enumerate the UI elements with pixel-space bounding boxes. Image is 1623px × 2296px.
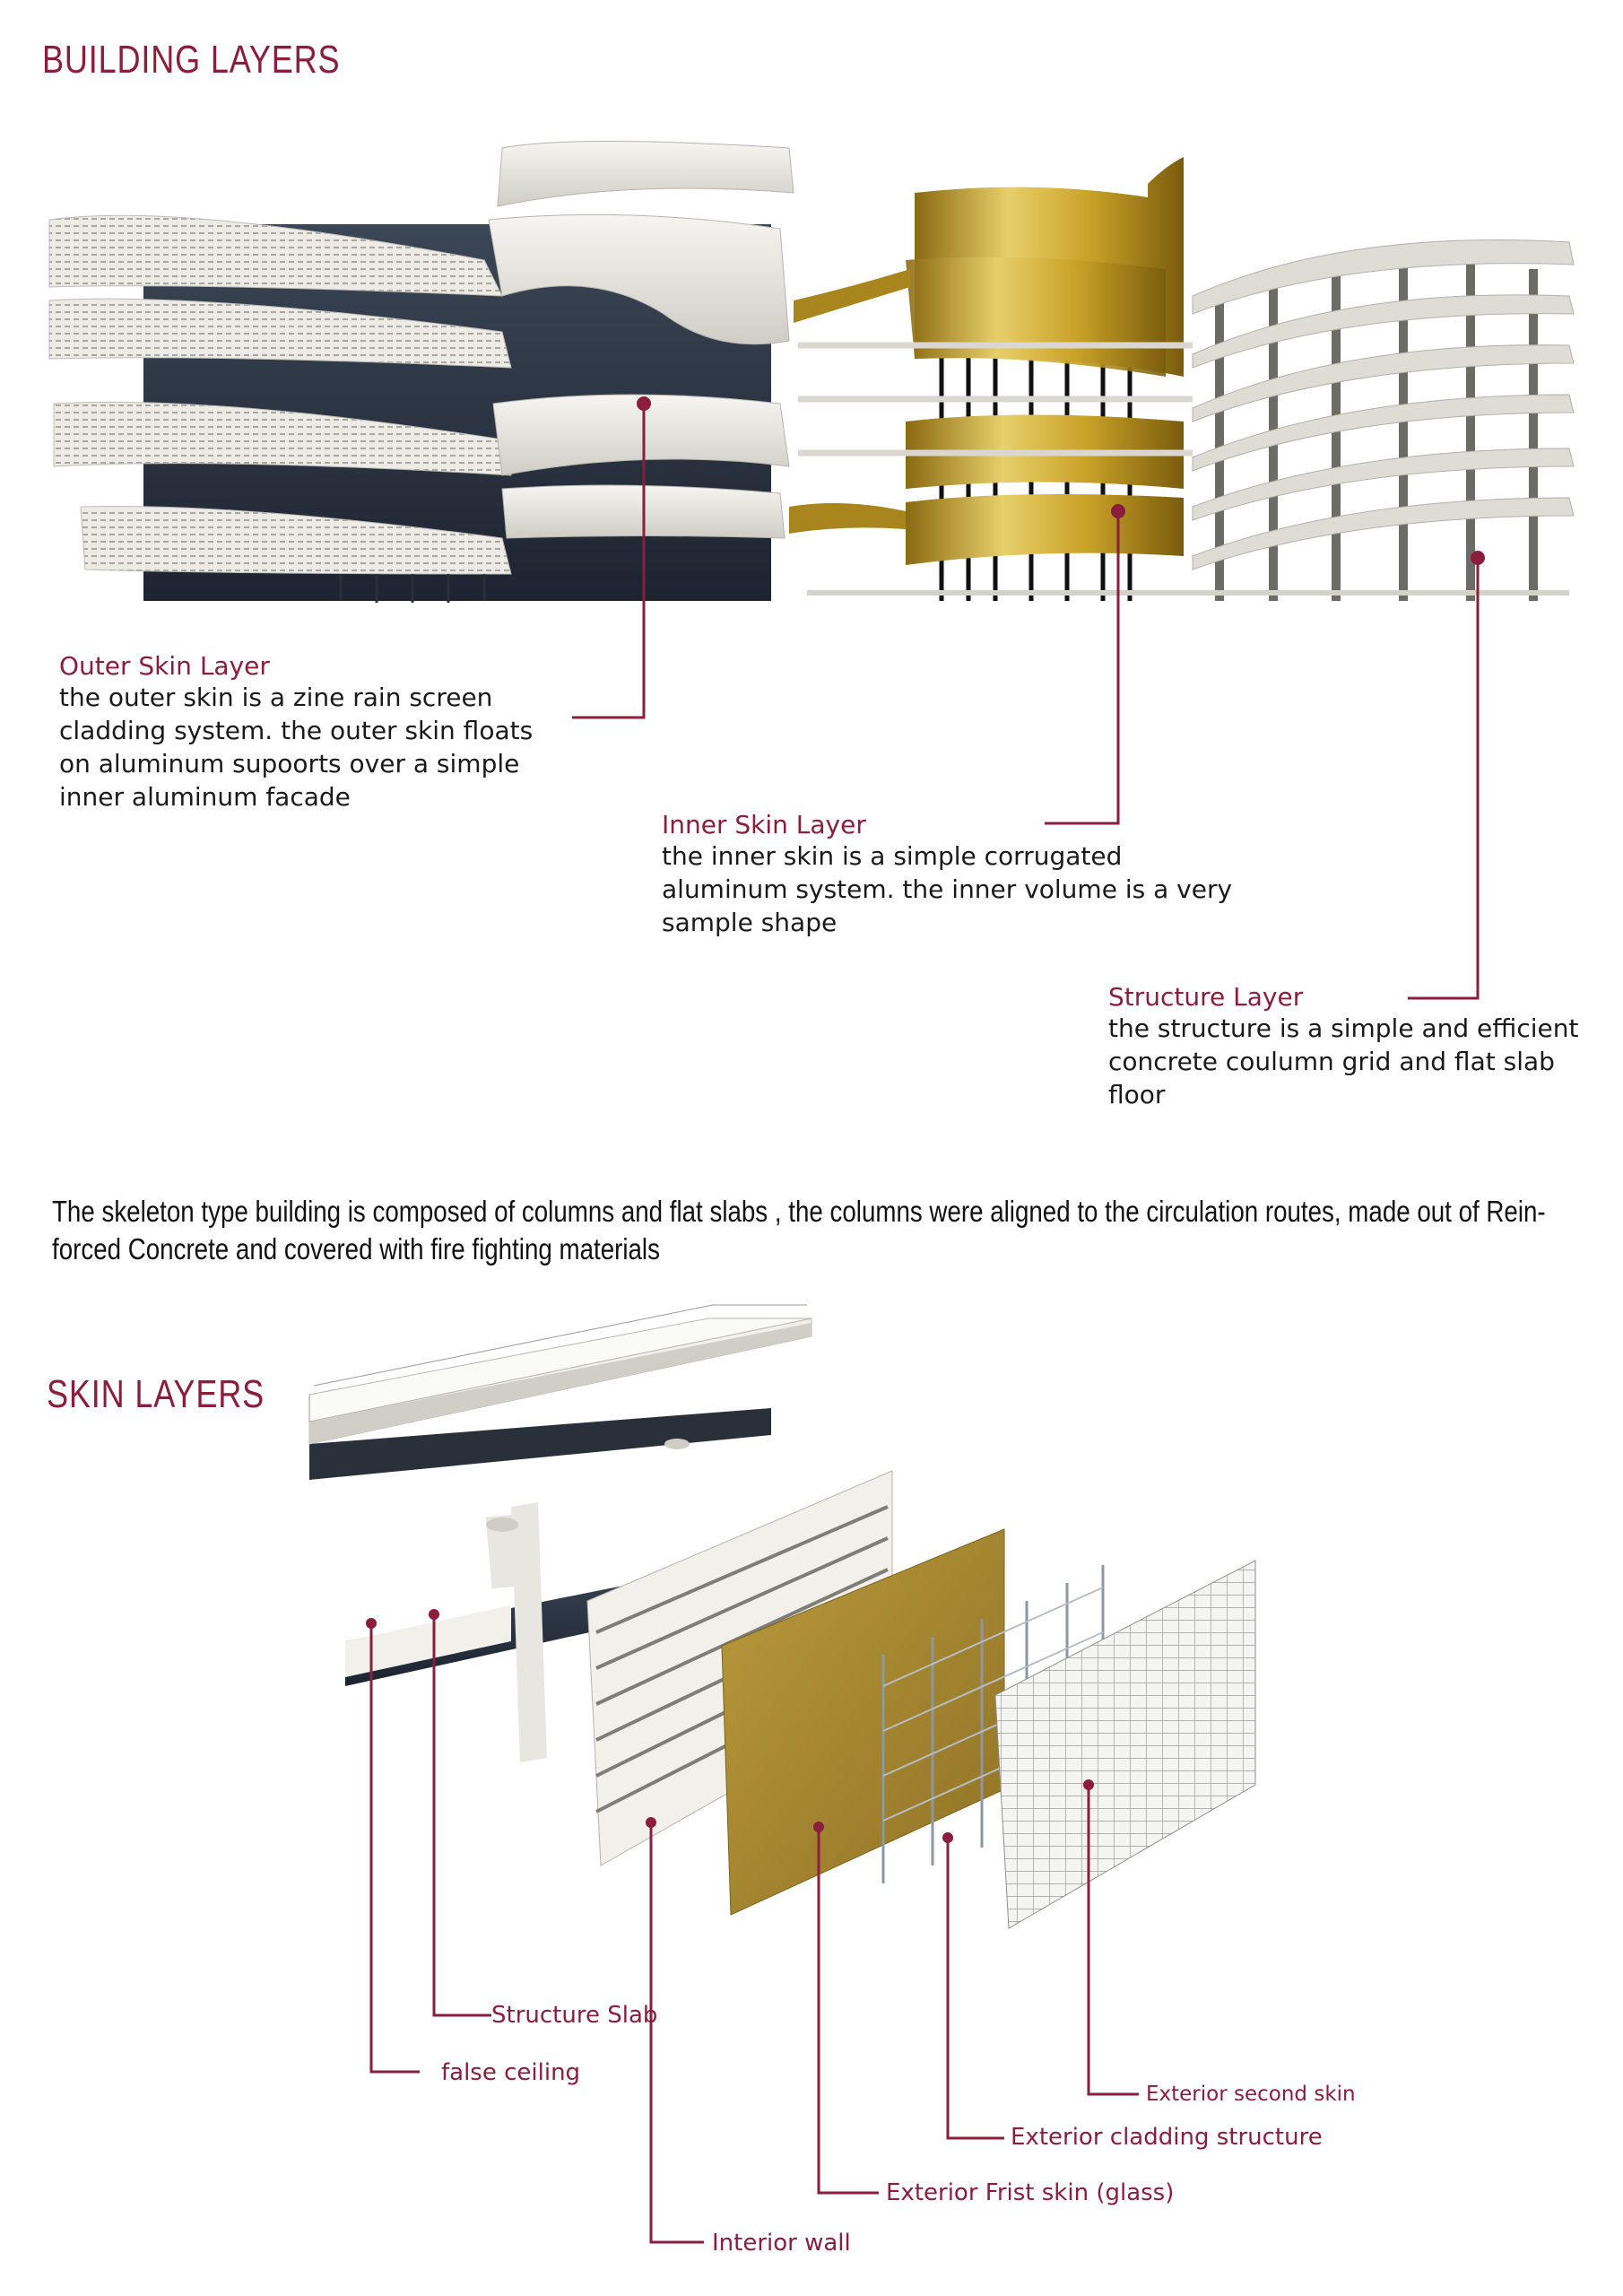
structure-line: concrete coulumn grid and flat slab [1108,1047,1555,1076]
structure-slab-marker [429,1609,439,1620]
description-paragraph [52,1193,1551,1268]
false-ceiling-marker [366,1618,377,1629]
interior-wall-label: Interior wall [712,2230,851,2257]
building-layers-title: BUILDING LAYERS [42,38,341,82]
outer-skin-callout [59,651,579,813]
cladding-structure-marker [942,1832,953,1843]
inner-skin-title: Inner Skin Layer [662,810,866,839]
outer-skin-line: inner aluminum facade [59,782,351,812]
structure-line: the structure is a simple and efficient [1108,1013,1579,1043]
structure-slab-label: Structure Slab [491,2002,658,2029]
structure-line: floor [1108,1080,1166,1109]
false-ceiling-label: false ceiling [441,2059,581,2086]
exterior-cladding-structure-label: Exterior cladding structure [1011,2124,1323,2151]
outer-skin-title: Outer Skin Layer [59,651,270,681]
exterior-second-skin-label: Exterior second skin [1146,2083,1356,2106]
first-skin-marker [813,1822,824,1832]
inner-skin-callout [662,810,1307,939]
structure-marker [1471,551,1485,565]
outer-skin-line: the outer skin is a zine rain screen [59,683,493,712]
inner-skin-render [789,157,1193,601]
inner-skin-marker [1111,504,1125,518]
paragraph-line: forced Concrete and covered with fire fighting materials [52,1232,660,1265]
structure-callout [1108,982,1619,1111]
outer-skin-marker [637,396,651,411]
inner-skin-line: aluminum system. the inner volume is a very [662,874,1233,904]
outer-skin-line: cladding system. the outer skin floats [59,716,534,745]
outer-skin-line: on aluminum supoorts over a simple [59,749,520,778]
inner-skin-line: the inner skin is a simple corrugated [662,841,1123,871]
second-skin-render [995,1561,1255,1928]
structure-title: Structure Layer [1108,982,1304,1012]
outer-skin-render [49,142,794,604]
inner-skin-line: sample shape [662,908,838,937]
exterior-first-skin-label: Exterior Frist skin (glass) [886,2179,1175,2206]
skin-layers-title: SKIN LAYERS [47,1372,265,1416]
paragraph-line: The skeleton type building is composed of columns and flat slabs , the columns were aligned to the circulation routes, made out of Rein- [52,1195,1546,1228]
second-skin-marker [1083,1779,1094,1790]
interior-wall-marker [646,1817,656,1828]
